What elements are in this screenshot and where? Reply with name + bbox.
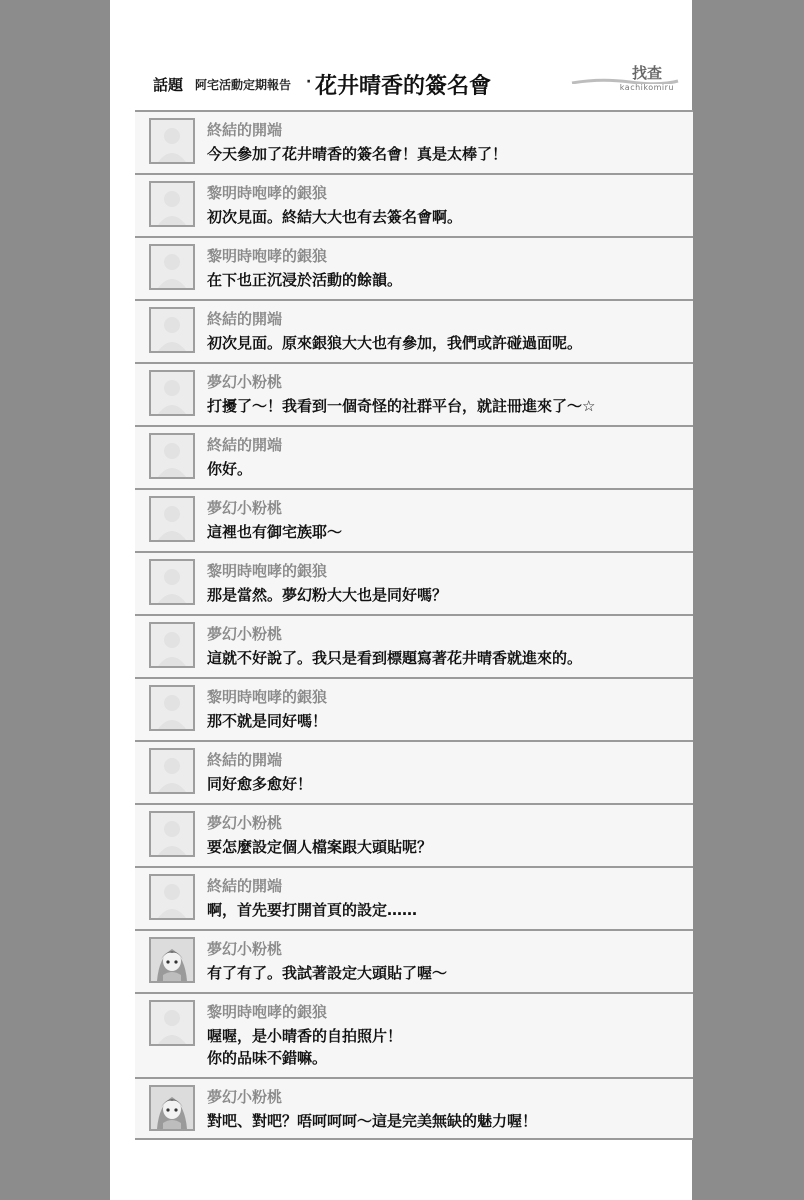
avatar-placeholder[interactable] bbox=[149, 433, 195, 479]
post-item[interactable] bbox=[135, 173, 693, 236]
post-item[interactable] bbox=[135, 803, 693, 866]
post-username[interactable]: 夢幻小粉桃 bbox=[207, 373, 283, 391]
post-item[interactable] bbox=[135, 236, 693, 299]
default-user-icon bbox=[151, 750, 193, 792]
avatar-photo-icon bbox=[151, 1087, 193, 1129]
post-item[interactable] bbox=[135, 677, 693, 740]
post-message-line: 啊，首先要打開首頁的設定…… bbox=[207, 901, 418, 919]
post-item[interactable] bbox=[135, 425, 693, 488]
avatar-placeholder[interactable] bbox=[149, 559, 195, 605]
post-message-line: 這裡也有御宅族耶～ bbox=[207, 523, 343, 541]
post-username[interactable]: 黎明時咆哮的銀狼 bbox=[207, 184, 328, 202]
post-username[interactable]: 終結的開端 bbox=[207, 310, 283, 328]
title-separator: · bbox=[306, 74, 312, 90]
post-message bbox=[207, 1025, 402, 1069]
avatar-placeholder[interactable] bbox=[149, 874, 195, 920]
topic-label: 話題 bbox=[153, 76, 184, 94]
post-username[interactable]: 黎明時咆哮的銀狼 bbox=[207, 247, 328, 265]
post-message bbox=[207, 836, 432, 858]
default-user-icon bbox=[151, 1002, 193, 1044]
logo-subtext: kachikomiru bbox=[619, 83, 674, 92]
thread-title: 花井晴香的簽名會 bbox=[315, 74, 492, 99]
post-username[interactable]: 黎明時咆哮的銀狼 bbox=[207, 562, 328, 580]
post-message-line: 初次見面。終結大大也有去簽名會啊。 bbox=[207, 208, 463, 226]
post-message bbox=[207, 206, 462, 228]
post-message-line: 初次見面。原來銀狼大大也有參加，我們或許碰過面呢。 bbox=[207, 334, 583, 352]
post-message bbox=[207, 647, 582, 669]
post-username[interactable]: 終結的開端 bbox=[207, 751, 283, 769]
avatar-photo[interactable] bbox=[149, 937, 195, 983]
post-username[interactable]: 夢幻小粉桃 bbox=[207, 625, 283, 643]
post-message bbox=[207, 584, 447, 606]
post-message-line: 在下也正沉浸於活動的餘韻。 bbox=[207, 271, 403, 289]
post-message bbox=[207, 332, 582, 354]
avatar-photo[interactable] bbox=[149, 1085, 195, 1131]
post-item[interactable] bbox=[135, 992, 693, 1077]
post-message-line: 喔喔，是小晴香的自拍照片！ bbox=[207, 1027, 403, 1045]
post-message bbox=[207, 521, 342, 543]
post-username[interactable]: 終結的開端 bbox=[207, 121, 283, 139]
avatar-placeholder[interactable] bbox=[149, 181, 195, 227]
post-username[interactable]: 夢幻小粉桃 bbox=[207, 814, 283, 832]
post-message-line: 你好。 bbox=[207, 460, 253, 478]
default-user-icon bbox=[151, 372, 193, 414]
post-item[interactable] bbox=[135, 299, 693, 362]
post-message-line: 那是當然。夢幻粉大大也是同好嗎？ bbox=[207, 586, 448, 604]
logo-text: 找查 bbox=[631, 64, 662, 82]
post-message bbox=[207, 899, 417, 921]
post-message-line: 有了有了。我試著設定大頭貼了喔～ bbox=[207, 964, 448, 982]
avatar-placeholder[interactable] bbox=[149, 622, 195, 668]
post-message bbox=[207, 395, 595, 417]
post-item[interactable] bbox=[135, 929, 693, 992]
post-message-line: 要怎麼設定個人檔案跟大頭貼呢？ bbox=[207, 838, 433, 856]
post-item[interactable] bbox=[135, 551, 693, 614]
default-user-icon bbox=[151, 561, 193, 603]
post-item[interactable] bbox=[135, 740, 693, 803]
post-message bbox=[207, 962, 447, 984]
post-username[interactable]: 終結的開端 bbox=[207, 877, 283, 895]
default-user-icon bbox=[151, 876, 193, 918]
default-user-icon bbox=[151, 687, 193, 729]
avatar-placeholder[interactable] bbox=[149, 244, 195, 290]
post-message-line: 這就不好說了。我只是看到標題寫著花井晴香就進來的。 bbox=[207, 649, 583, 667]
default-user-icon bbox=[151, 120, 193, 162]
avatar-photo-icon bbox=[151, 939, 193, 981]
post-message bbox=[207, 1110, 537, 1132]
default-user-icon bbox=[151, 813, 193, 855]
avatar-placeholder[interactable] bbox=[149, 748, 195, 794]
post-list bbox=[135, 110, 693, 1140]
post-item[interactable] bbox=[135, 1077, 693, 1140]
post-item[interactable] bbox=[135, 866, 693, 929]
post-message-line: 對吧、對吧？唔呵呵呵～這是完美無缺的魅力喔！ bbox=[207, 1112, 538, 1130]
post-message-line: 今天參加了花井晴香的簽名會！真是太棒了！ bbox=[207, 145, 508, 163]
default-user-icon bbox=[151, 309, 193, 351]
post-item[interactable] bbox=[135, 614, 693, 677]
avatar-placeholder[interactable] bbox=[149, 685, 195, 731]
thread-subject: 阿宅活動定期報告 bbox=[195, 78, 292, 92]
post-username[interactable]: 夢幻小粉桃 bbox=[207, 499, 283, 517]
post-message-line: 打擾了～！我看到一個奇怪的社群平台，就註冊進來了～☆ bbox=[207, 397, 596, 415]
default-user-icon bbox=[151, 624, 193, 666]
post-message bbox=[207, 710, 327, 732]
avatar-placeholder[interactable] bbox=[149, 811, 195, 857]
post-message-line: 你的品味不錯嘛。 bbox=[207, 1049, 328, 1067]
avatar-placeholder[interactable] bbox=[149, 118, 195, 164]
default-user-icon bbox=[151, 498, 193, 540]
thread-header bbox=[110, 60, 692, 108]
post-message bbox=[207, 458, 252, 480]
post-message bbox=[207, 269, 402, 291]
forum-page bbox=[110, 0, 692, 1200]
post-message bbox=[207, 773, 312, 795]
avatar-placeholder[interactable] bbox=[149, 370, 195, 416]
avatar-placeholder[interactable] bbox=[149, 496, 195, 542]
post-username[interactable]: 黎明時咆哮的銀狼 bbox=[207, 688, 328, 706]
post-username[interactable]: 終結的開端 bbox=[207, 436, 283, 454]
post-username[interactable]: 夢幻小粉桃 bbox=[207, 940, 283, 958]
default-user-icon bbox=[151, 183, 193, 225]
default-user-icon bbox=[151, 246, 193, 288]
post-username[interactable]: 夢幻小粉桃 bbox=[207, 1088, 283, 1106]
site-logo[interactable] bbox=[570, 62, 682, 102]
post-message bbox=[207, 143, 507, 165]
post-message-line: 同好愈多愈好！ bbox=[207, 775, 313, 793]
post-item[interactable] bbox=[135, 110, 693, 173]
post-message-line: 那不就是同好嗎！ bbox=[207, 712, 328, 730]
post-item[interactable] bbox=[135, 362, 693, 425]
default-user-icon bbox=[151, 435, 193, 477]
post-item[interactable] bbox=[135, 488, 693, 551]
avatar-placeholder[interactable] bbox=[149, 1000, 195, 1046]
avatar-placeholder[interactable] bbox=[149, 307, 195, 353]
post-username[interactable]: 黎明時咆哮的銀狼 bbox=[207, 1003, 328, 1021]
